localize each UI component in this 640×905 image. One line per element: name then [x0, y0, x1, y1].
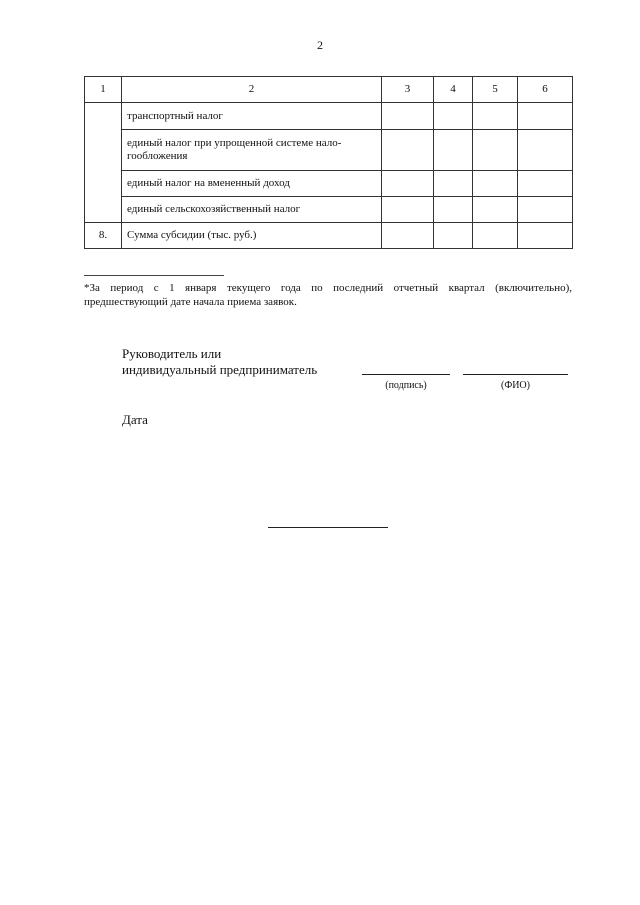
- table-row: [85, 171, 573, 197]
- row-number-cell: 8.: [85, 223, 122, 249]
- value-cell: [434, 103, 473, 130]
- value-cell: [382, 223, 434, 249]
- value-cell: [518, 103, 573, 130]
- value-cell: [434, 223, 473, 249]
- row-number-cell: [85, 103, 122, 223]
- subsidy-table: [84, 76, 573, 249]
- value-cell: [518, 197, 573, 223]
- value-cell: [473, 197, 518, 223]
- value-cell: [382, 130, 434, 171]
- column-header: 4: [434, 77, 473, 103]
- table-row: [85, 223, 573, 249]
- column-header: 1: [85, 77, 122, 103]
- name-line: [463, 374, 568, 375]
- footnote-divider: [84, 275, 224, 276]
- row-label: единый налог при упрощенной системе нало-гообложения: [122, 130, 382, 171]
- table-header-row: [85, 77, 573, 103]
- page-number: 2: [317, 38, 323, 52]
- value-cell: [473, 103, 518, 130]
- value-cell: [473, 130, 518, 171]
- value-cell: [382, 171, 434, 197]
- value-cell: [382, 103, 434, 130]
- table-row: [85, 197, 573, 223]
- date-label: Дата: [122, 412, 148, 427]
- value-cell: [473, 171, 518, 197]
- name-caption: (ФИО): [500, 380, 530, 391]
- footnote: *За период с 1 января текущего года по последний отчетный квартал (включительно), предшествующий дате начала приема заявок.: [84, 282, 572, 308]
- table-row: [85, 130, 573, 171]
- row-label: транспортный налог: [122, 103, 382, 130]
- end-divider: [268, 527, 388, 528]
- value-cell: [434, 197, 473, 223]
- signatory-title-line1: Руководитель или: [122, 346, 222, 361]
- column-header: 5: [473, 77, 518, 103]
- signature-caption: (подпись): [385, 380, 427, 391]
- signatory-title-line2: индивидуальный предприниматель: [122, 362, 318, 377]
- column-header: 2: [122, 77, 382, 103]
- value-cell: [473, 223, 518, 249]
- row-label: единый сельскохозяйственный налог: [122, 197, 382, 223]
- value-cell: [382, 197, 434, 223]
- value-cell: [518, 130, 573, 171]
- value-cell: [518, 223, 573, 249]
- row-label: Сумма субсидии (тыс. руб.): [122, 223, 382, 249]
- table-row: [85, 103, 573, 130]
- column-header: 6: [518, 77, 573, 103]
- column-header: 3: [382, 77, 434, 103]
- row-label: единый налог на вмененный доход: [122, 171, 382, 197]
- value-cell: [434, 130, 473, 171]
- value-cell: [518, 171, 573, 197]
- signature-line: [362, 374, 450, 375]
- value-cell: [434, 171, 473, 197]
